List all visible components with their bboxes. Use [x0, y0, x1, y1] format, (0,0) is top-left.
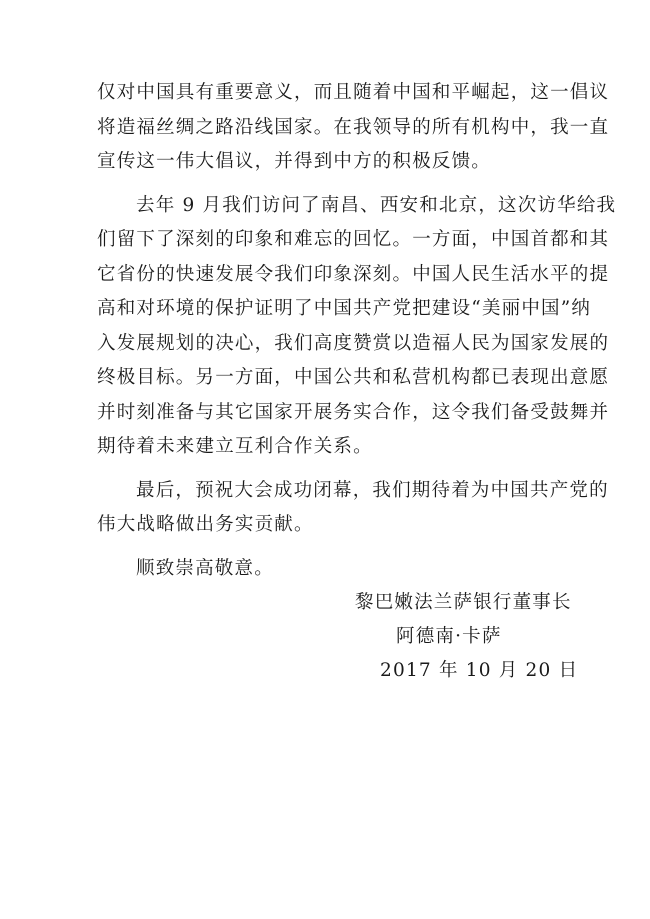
text-line: 宣传这一伟大倡议，并得到中方的积极反馈。 — [97, 151, 492, 172]
signature-title: 黎巴嫩法兰萨银行董事长 — [355, 592, 572, 613]
text-line: 期待着未来建立互利合作关系。 — [97, 436, 373, 457]
text-line: 仅对中国具有重要意义，而且随着中国和平崛起，这一倡议 — [97, 82, 610, 103]
text-line: 去年 9 月我们访问了南昌、西安和北京，这次访华给我 — [136, 194, 617, 216]
text-line: 它省份的快速发展令我们印象深刻。中国人民生活水平的提 — [97, 263, 610, 285]
signature-name: 阿德南·卡萨 — [396, 626, 502, 647]
text-line: 最后，预祝大会成功闭幕，我们期待着为中国共产党的 — [136, 479, 609, 501]
paragraph-visit — [97, 189, 617, 465]
text-line: 高和对环境的保护证明了中国共产党把建设“美丽中国”纳 — [97, 298, 592, 319]
signature-date: 2017 年 10 月 20 日 — [380, 660, 579, 681]
letter-body — [97, 76, 617, 586]
text-line: 并时刻准备与其它国家开展务实合作，这令我们备受鼓舞并 — [97, 401, 610, 423]
text-line: 入发展规划的决心，我们高度赞赏以造福人民为国家发展的 — [97, 332, 610, 354]
text-line: 们留下了深刻的印象和难忘的回忆。一方面，中国首都和其 — [97, 229, 610, 250]
text-line: 将造福丝绸之路沿线国家。在我领导的所有机构中，我一直 — [97, 116, 610, 138]
text-line: 伟大战略做出务实贡献。 — [97, 514, 314, 535]
text-line: 终极目标。另一方面，中国公共和私营机构都已表现出意愿 — [97, 367, 610, 388]
paragraph-closing — [97, 474, 609, 543]
paragraph-continuation — [97, 76, 610, 180]
salutation: 顺致崇高敬意。 — [136, 557, 274, 579]
